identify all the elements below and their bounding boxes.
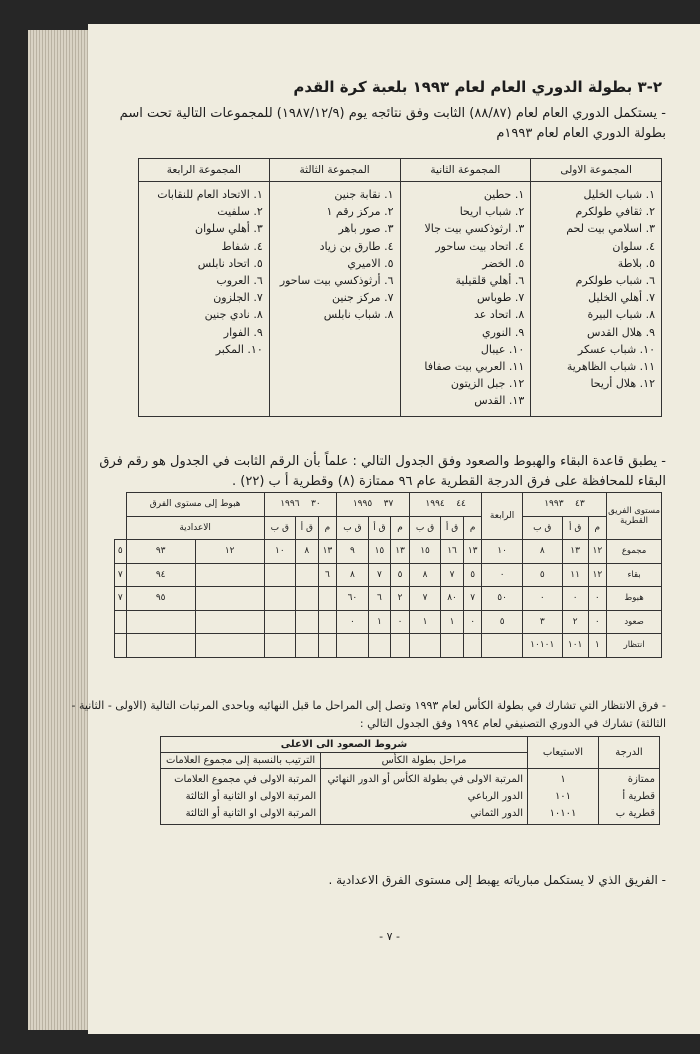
- degrees-cell: [599, 769, 660, 825]
- levels-cell: [296, 587, 319, 611]
- list-line: ١. نقابة جنين: [334, 188, 394, 201]
- list-line: ١. الاتحاد العام للنقابات: [157, 188, 263, 201]
- list-line: ٥. بلاطة: [617, 256, 655, 270]
- descent-header: هبوط إلى مستوى الفرق: [126, 493, 264, 517]
- degree-header: الدرجة: [599, 737, 660, 769]
- levels-cell: ١٠: [482, 540, 522, 564]
- list-line: ٢. مركز رقم ١: [326, 205, 394, 219]
- levels-cell: ٩٣: [126, 540, 195, 564]
- levels-cell: ٥: [391, 563, 410, 587]
- levels-cell: ٨٠: [441, 587, 464, 611]
- levels-cell: ١: [409, 610, 440, 634]
- list-line: ٤. اتحاد بيت ساحور: [435, 239, 525, 253]
- levels-cell: [318, 634, 337, 658]
- levels-cell: ١٠١٠١: [522, 634, 562, 658]
- levels-cell: ٧: [115, 563, 127, 587]
- levels-cell: [391, 634, 410, 658]
- list-line: ٨. شباب البيرة: [587, 308, 655, 322]
- year-1993-header: ٤٣ ١٩٩٣: [522, 493, 606, 517]
- levels-cell: ٩: [337, 540, 368, 564]
- section-title: ٢-٣ بطولة الدوري العام لعام ١٩٩٣ بلعبة كرة القدم: [293, 78, 662, 96]
- levels-cell: ٥: [463, 563, 482, 587]
- levels-cell: ١: [368, 610, 391, 634]
- levels-cell: ٢: [391, 587, 410, 611]
- final-note: - الفريق الذي لا يستكمل مبارياته يهبط إلى مستوى الفرق الاعدادية .: [328, 873, 666, 887]
- row-label: صعود: [607, 610, 662, 634]
- levels-row: [115, 563, 662, 587]
- levels-cell: [296, 563, 319, 587]
- row-label: مجموع: [607, 540, 662, 564]
- list-line: ٧. الجلزون: [213, 291, 263, 305]
- levels-cell: ١٢: [195, 540, 264, 564]
- list-line: ١٠. المكبر: [215, 342, 263, 356]
- levels-cell: ١٣: [318, 540, 337, 564]
- group-2-teams: [400, 182, 531, 417]
- list-line: ١. حطين: [483, 188, 525, 201]
- list-line: ١٠١٠١: [549, 808, 577, 819]
- levels-cell: ٠: [522, 587, 562, 611]
- list-line: ٩. الفوار: [223, 325, 263, 339]
- group-header-4: المجموعة الرابعة: [139, 159, 270, 182]
- levels-cell: ٠: [482, 563, 522, 587]
- list-line: ١. شباب الخليل: [583, 188, 655, 201]
- levels-cell: ٧: [463, 587, 482, 611]
- list-line: ١٠. شباب عسكر: [577, 342, 655, 356]
- cup-stages-header: مراحل بطولة الكأس: [321, 753, 528, 769]
- levels-cell: [195, 587, 264, 611]
- list-line: ٤. طارق بن زياد: [319, 239, 394, 253]
- levels-cell: ٨: [296, 540, 319, 564]
- levels-cell: ٥: [522, 563, 562, 587]
- levels-cell: ٧: [441, 563, 464, 587]
- list-line: ١٣. القدس: [474, 394, 525, 408]
- group-header-3: المجموعة الثالثة: [269, 159, 400, 182]
- groups-table: [138, 158, 662, 417]
- fourth-level-header: الرابعة: [482, 493, 522, 540]
- list-line: ١١. العربي بيت صفافا: [424, 360, 525, 374]
- list-line: قطرية ب: [615, 808, 655, 819]
- levels-cell: ١٥: [368, 540, 391, 564]
- promotion-table: [160, 736, 660, 825]
- levels-cell: ١٣: [391, 540, 410, 564]
- list-line: ٥. الخضر: [482, 256, 525, 270]
- sub-m: م: [588, 516, 607, 540]
- list-line: ٢. شباب اريحا: [459, 205, 525, 219]
- levels-cell: [115, 634, 127, 658]
- list-line: الدور الرباعي: [467, 791, 523, 802]
- list-line: ٨. نادي جنين: [204, 308, 263, 322]
- list-line: ١٢. هلال أريحا: [590, 377, 655, 391]
- list-line: ٨. اتحاد عد: [474, 308, 525, 322]
- page-number: - ٧ -: [379, 930, 400, 943]
- levels-cell: ٠: [337, 610, 368, 634]
- levels-cell: ١: [441, 610, 464, 634]
- levels-cell: ٨: [522, 540, 562, 564]
- list-line: الدور الثماني: [470, 808, 523, 819]
- levels-cell: [195, 610, 264, 634]
- list-line: ١١. شباب الظاهرية: [566, 360, 655, 374]
- list-line: ٢. سلفيت: [217, 205, 263, 219]
- levels-cell: ٨: [337, 563, 368, 587]
- list-line: ٦. أرثوذكسي بيت ساحور: [279, 274, 394, 288]
- year-1995-header: ٣٧ ١٩٩٥: [337, 493, 410, 517]
- list-line: ٣. أهلي سلوان: [194, 222, 263, 236]
- levels-cell: ١٥: [409, 540, 440, 564]
- list-line: المرتبة الاولى في بطولة الكأس أو الدور النهائي: [327, 774, 523, 785]
- levels-cell: [318, 587, 337, 611]
- levels-cell: ١٢: [588, 563, 607, 587]
- levels-cell: ١٣: [463, 540, 482, 564]
- list-line: المرتبة الاولى او الثانية أو الثالثة: [185, 791, 317, 802]
- list-line: ١: [560, 774, 566, 785]
- levels-cell: [337, 634, 368, 658]
- list-line: ٦. شباب طولكرم: [575, 274, 655, 288]
- levels-cell: [126, 610, 195, 634]
- levels-cell: [264, 634, 295, 658]
- list-line: ١٠. عيبال: [480, 342, 525, 356]
- levels-row: [115, 587, 662, 611]
- group-3-teams: [269, 182, 400, 417]
- sub-b: ق ب: [337, 516, 368, 540]
- levels-cell: ٥٠: [482, 587, 522, 611]
- levels-cell: ٨: [409, 563, 440, 587]
- levels-cell: ١٣: [562, 540, 588, 564]
- levels-cell: ٥: [115, 540, 127, 564]
- levels-row: [115, 634, 662, 658]
- levels-cell: ١١: [562, 563, 588, 587]
- list-line: ٧. أهلي الخليل: [588, 291, 655, 305]
- levels-cell: [264, 563, 295, 587]
- levels-cell: [126, 634, 195, 658]
- corner-bottom: القطرية: [620, 516, 648, 526]
- list-line: ٥. اتحاد نابلس: [197, 256, 263, 270]
- levels-cell: ٩٥: [126, 587, 195, 611]
- levels-cell: [409, 634, 440, 658]
- list-line: قطرية أ: [622, 791, 655, 802]
- list-line: ٤. شفاط: [221, 239, 263, 253]
- rank-header: الترتيب بالنسبة إلى مجموع العلامات: [161, 753, 321, 769]
- sub-a: ق أ: [296, 516, 319, 540]
- levels-cell: [115, 610, 127, 634]
- levels-row: [115, 610, 662, 634]
- levels-cell: ٠: [463, 610, 482, 634]
- group-header-2: المجموعة الثانية: [400, 159, 531, 182]
- levels-cell: ١٠: [264, 540, 295, 564]
- levels-cell: [368, 634, 391, 658]
- levels-cell: ٦: [368, 587, 391, 611]
- levels-cell: ١: [588, 634, 607, 658]
- intro-line-2: بطولة الدوري العام لعام ١٩٩٣م: [496, 126, 666, 141]
- sub-m: م: [391, 516, 410, 540]
- list-line: ١٢. جبل الزيتون: [450, 377, 525, 391]
- corner-top: مستوى الفريق: [608, 506, 660, 516]
- descent-subheader: الاعدادية: [126, 516, 264, 540]
- group-1-teams: [531, 182, 662, 417]
- group-header-1: المجموعة الاولى: [531, 159, 662, 182]
- list-line: ٣. اسلامي بيت لحم: [566, 222, 655, 236]
- levels-cell: ٠: [588, 587, 607, 611]
- list-line: ممتازة: [627, 774, 655, 785]
- levels-cell: [482, 634, 522, 658]
- cup-note-2: الثالثة) تشارك في الدوري التصنيفي لعام ١٩٩٤ وفق الجدول التالي :: [359, 717, 666, 730]
- levels-cell: [296, 610, 319, 634]
- levels-cell: ٧: [409, 587, 440, 611]
- levels-cell: ١٠١: [562, 634, 588, 658]
- levels-cell: ٧: [115, 587, 127, 611]
- sub-a: ق أ: [441, 516, 464, 540]
- levels-cell: [195, 634, 264, 658]
- year-1996-header: ٣٠ ١٩٩٦: [264, 493, 337, 517]
- group-4-teams: [139, 182, 270, 417]
- levels-cell: ٧: [368, 563, 391, 587]
- row-label: انتظار: [607, 634, 662, 658]
- year-1994-header: ٤٤ ١٩٩٤: [409, 493, 482, 517]
- levels-cell: [264, 587, 295, 611]
- sub-b: ق ب: [409, 516, 440, 540]
- levels-cell: ٠: [562, 587, 588, 611]
- list-line: ٥. الاميري: [347, 256, 394, 270]
- sub-a: ق أ: [368, 516, 391, 540]
- levels-cell: [441, 634, 464, 658]
- list-line: المرتبة الاولى او الثانية أو الثالثة: [185, 808, 317, 819]
- corner-cell: [607, 493, 662, 540]
- absorb-header: الاستيعاب: [528, 737, 599, 769]
- levels-cell: [463, 634, 482, 658]
- sub-m: م: [463, 516, 482, 540]
- list-line: ٧. مركز جنين: [332, 291, 394, 305]
- sub-b: ق ب: [264, 516, 295, 540]
- levels-cell: ١٦: [441, 540, 464, 564]
- list-line: ٢. ثقافي طولكرم: [575, 205, 655, 219]
- cup-stages-cell: [321, 769, 528, 825]
- levels-cell: ٦: [318, 563, 337, 587]
- list-line: ٦. العروب: [216, 274, 263, 288]
- absorb-cell: [528, 769, 599, 825]
- levels-cell: [264, 610, 295, 634]
- levels-cell: ٢: [562, 610, 588, 634]
- list-line: ٣. صور باهر: [338, 222, 394, 236]
- list-line: ٧. طوباس: [477, 291, 525, 305]
- list-line: ١٠١: [554, 791, 572, 802]
- list-line: المرتبة الاولى في مجموع العلامات: [174, 774, 317, 785]
- sub-b: ق ب: [522, 516, 562, 540]
- sub-m: م: [318, 516, 337, 540]
- levels-cell: [296, 634, 319, 658]
- levels-cell: ٥: [482, 610, 522, 634]
- levels-cell: ١٢: [588, 540, 607, 564]
- levels-table: [114, 492, 662, 658]
- list-line: ٤. سلوان: [612, 239, 655, 253]
- list-line: ٣. ارثوذكسي بيت جالا: [424, 222, 525, 236]
- row-label: هبوط: [607, 587, 662, 611]
- levels-cell: ٠: [588, 610, 607, 634]
- sub-a: ق أ: [562, 516, 588, 540]
- rank-cell: [161, 769, 321, 825]
- levels-row: [115, 540, 662, 564]
- levels-cell: ٠: [391, 610, 410, 634]
- list-line: ٨. شباب نابلس: [323, 308, 394, 322]
- row-label: بقاء: [607, 563, 662, 587]
- intro-line-1: - يستكمل الدوري العام لعام (٨٨/٨٧) الثابت وفق نتائجه يوم (١٩٨٧/١٢/٩) للمجموعات التالية تحت اسم: [119, 106, 666, 121]
- conditions-header: شروط الصعود الى الاعلى: [161, 737, 528, 753]
- list-line: ٦. أهلي قلقيلية: [455, 274, 525, 288]
- levels-cell: ٦٠: [337, 587, 368, 611]
- levels-cell: [318, 610, 337, 634]
- rule-line-2: البقاء للمحافظة على فرق الدرجة القطرية عام ٩٦ ممتازة (٨) وقطرية أ ب (٢٢) .: [232, 474, 666, 489]
- list-line: ٩. النوري: [482, 325, 525, 339]
- levels-cell: ٩٤: [126, 563, 195, 587]
- rule-line-1: - يطبق قاعدة البقاء والهبوط والصعود وفق الجدول التالي : علماً بأن الرقم الثابت في الجدول هو رقم فرق: [99, 454, 666, 469]
- list-line: ٩. هلال القدس: [587, 325, 655, 339]
- levels-cell: ٣: [522, 610, 562, 634]
- cup-note-1: - فرق الانتظار التي تشارك في بطولة الكأس لعام ١٩٩٣ وتصل إلى المراحل ما قبل النهائيه وباحدى المرتبات التالية (الاولى - الثانية -: [71, 699, 666, 712]
- levels-cell: [195, 563, 264, 587]
